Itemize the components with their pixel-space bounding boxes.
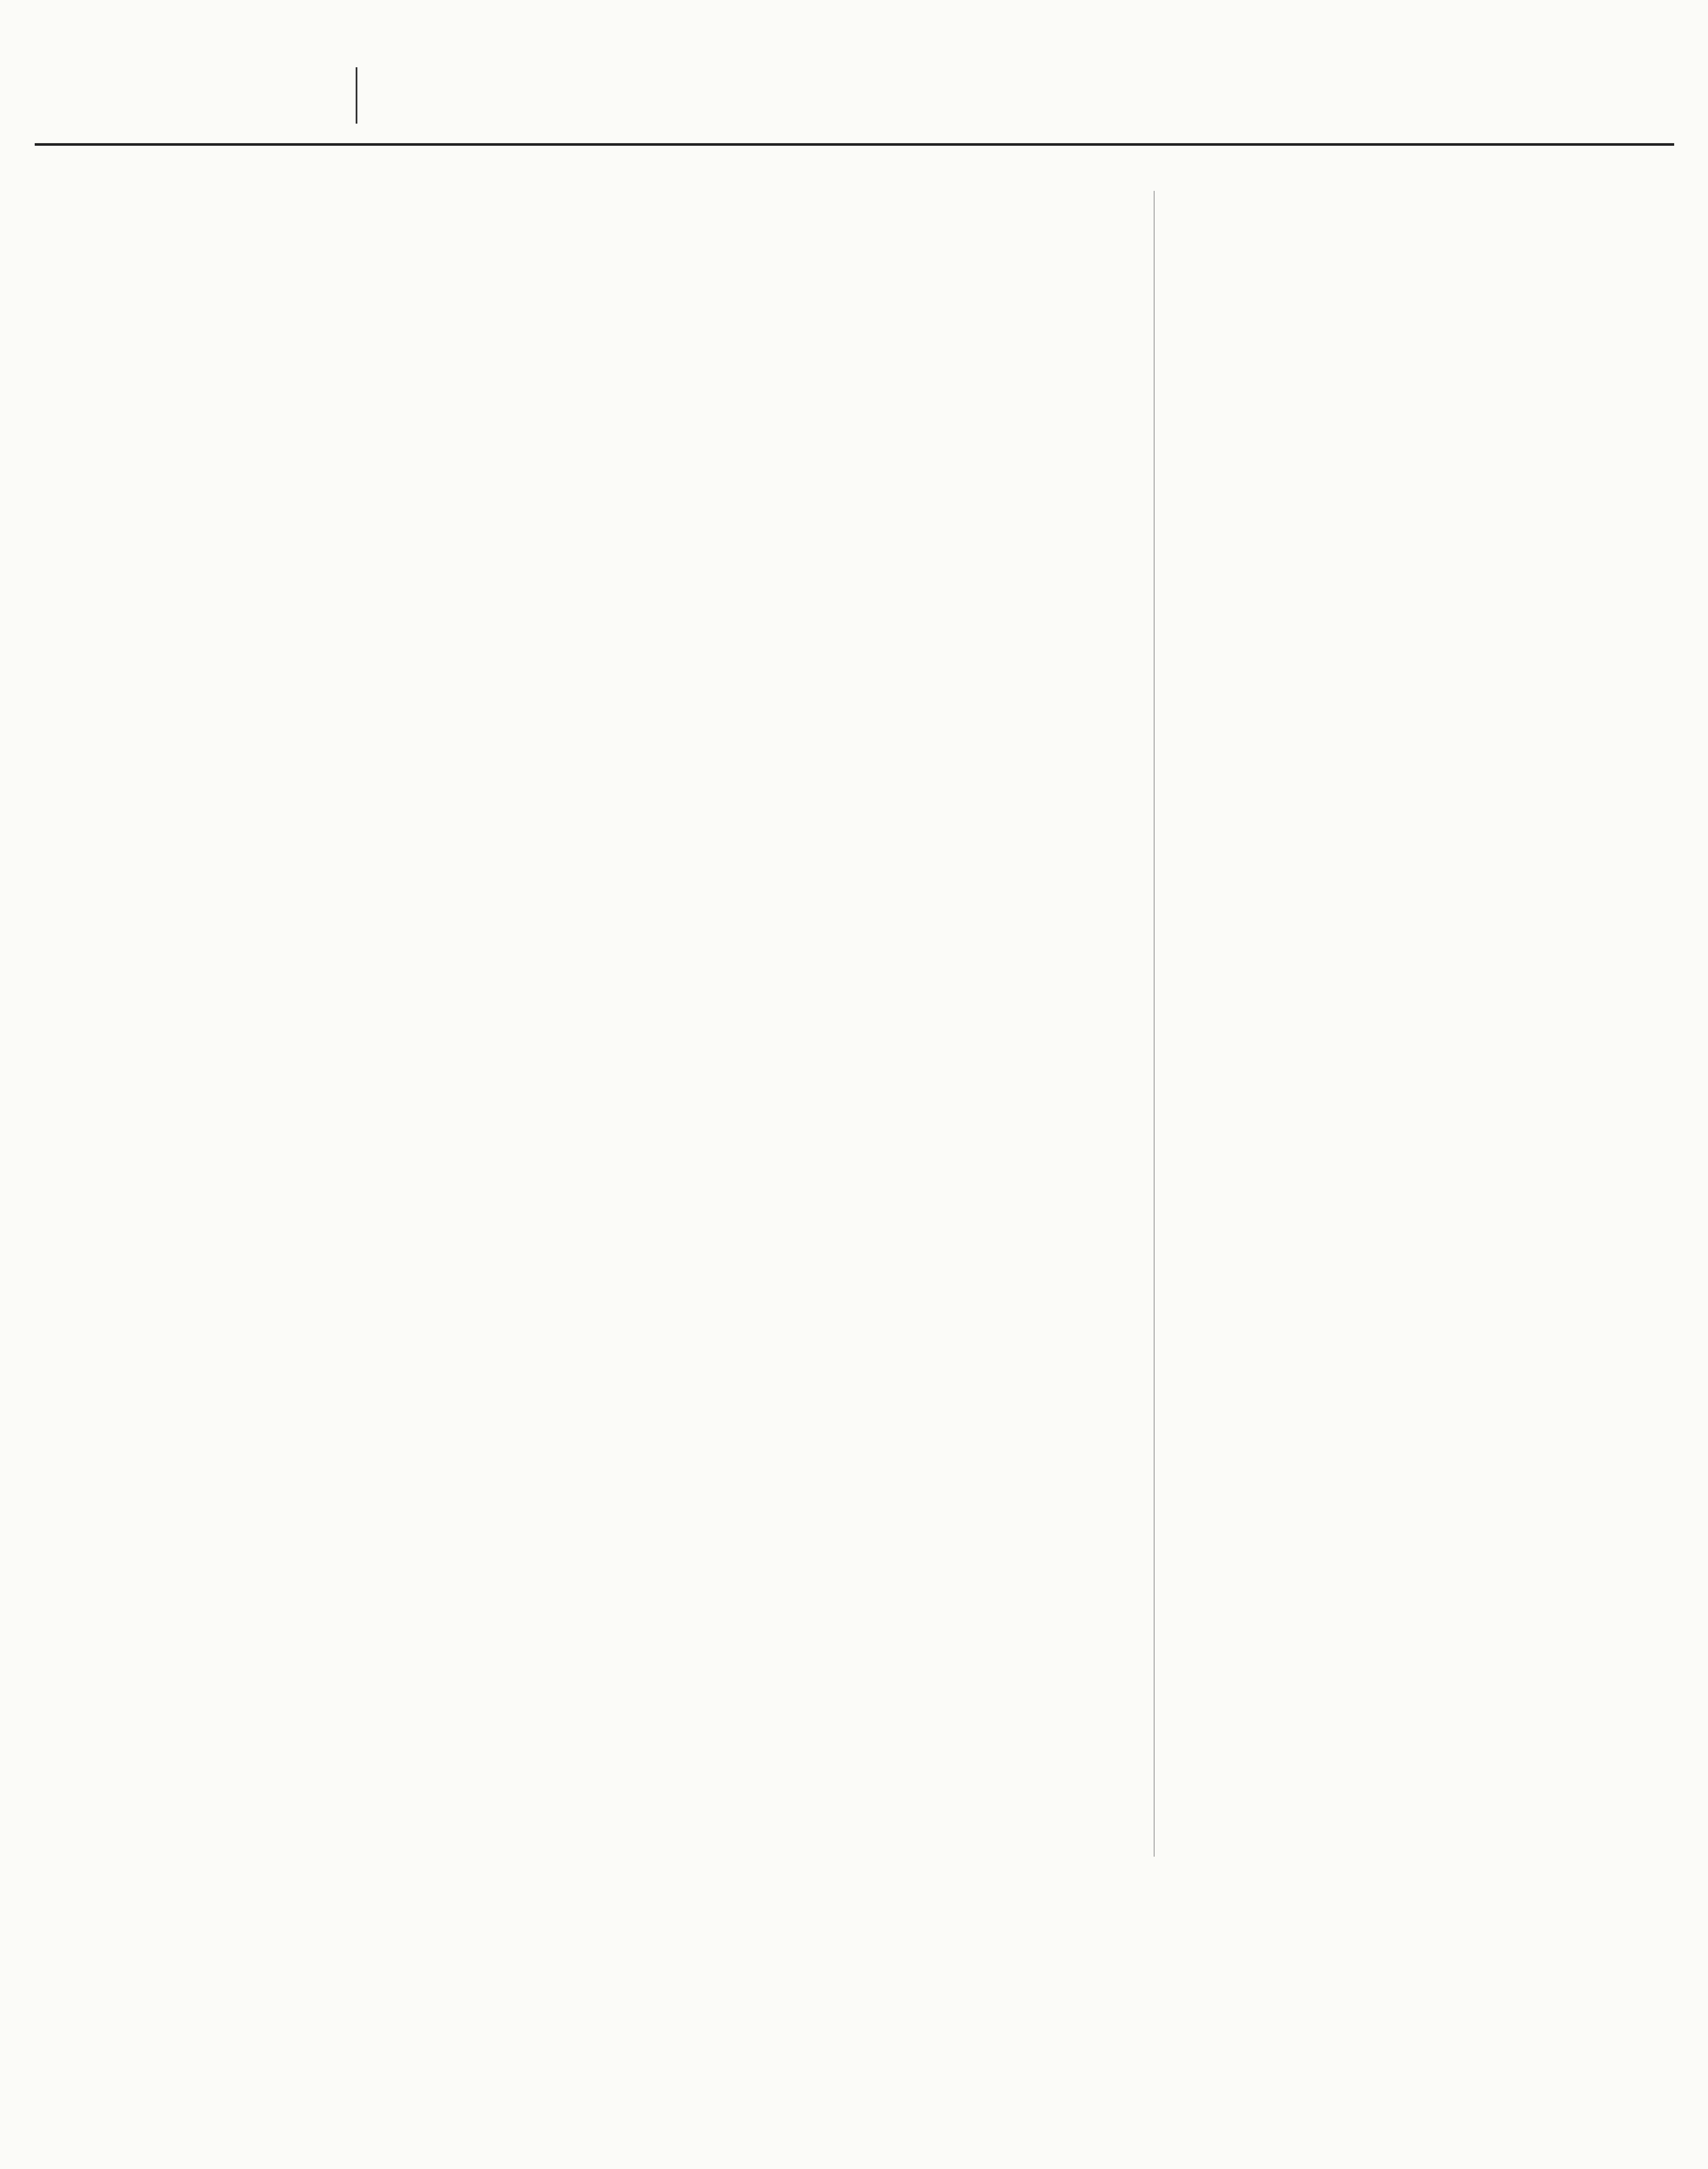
issue-date	[382, 75, 397, 94]
masthead-rule	[35, 143, 1674, 146]
article1-col2	[334, 312, 594, 790]
article1-col3	[605, 312, 865, 790]
masthead	[0, 0, 1708, 143]
masthead-divider	[356, 67, 357, 124]
article1-col4	[889, 312, 1149, 772]
article1-col1	[50, 312, 310, 790]
column-separator	[1154, 191, 1155, 1857]
